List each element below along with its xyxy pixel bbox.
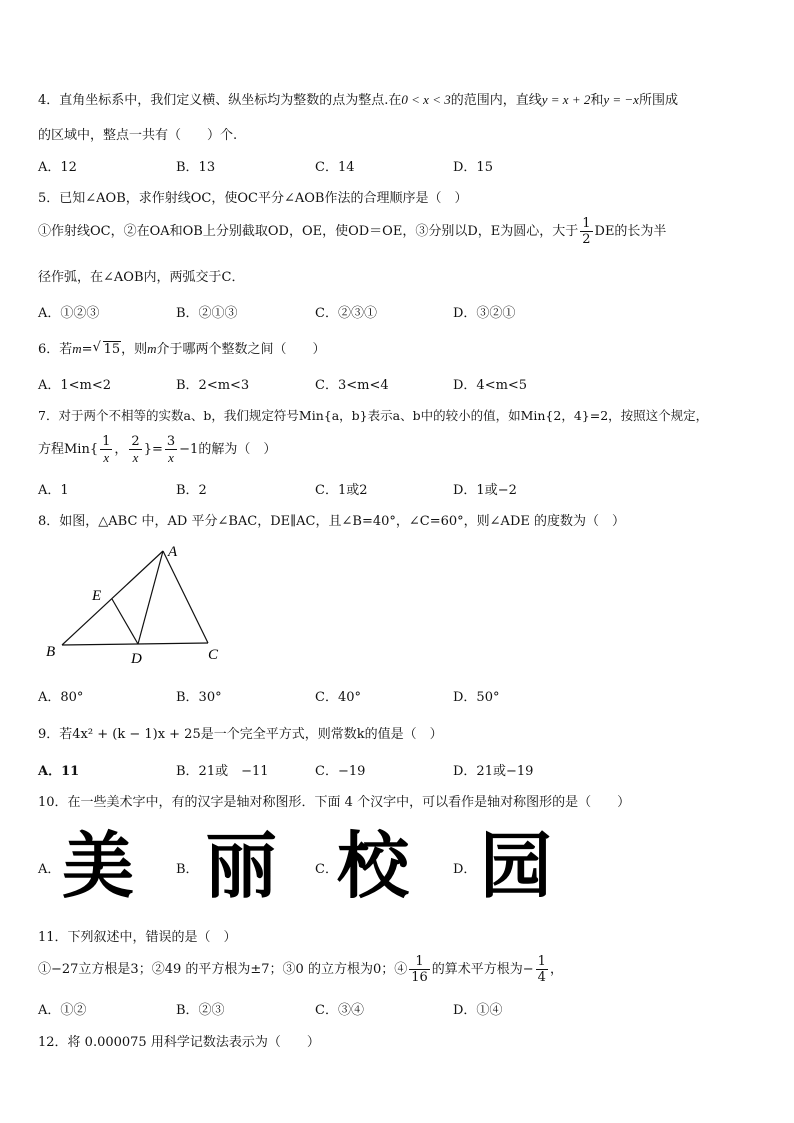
q6-option-d[interactable]: D．4<m<5: [453, 378, 528, 393]
q11-text-b: 的算术平方根为−: [431, 962, 534, 977]
q6-radicand: 15: [103, 342, 121, 357]
q5-line1: 5．已知∠AOB，求作射线OC，使OC平分∠AOB作法的合理顺序是（ ）: [38, 191, 468, 206]
q11-option-c[interactable]: C．③④: [315, 1003, 364, 1018]
sqrt-icon: √: [92, 340, 101, 355]
q6-option-b[interactable]: B．2<m<3: [176, 378, 250, 393]
q11-option-a[interactable]: A．①②: [38, 1003, 87, 1018]
q6-option-a[interactable]: A．1<m<2: [38, 378, 112, 393]
q10-line1: 10．在一些美术字中，有的汉字是轴对称图形．下面 4 个汉字中，可以看作是轴对称图形的是（ ）: [38, 795, 631, 810]
q11-option-d[interactable]: D．①④: [453, 1003, 503, 1018]
label-c: C: [208, 647, 219, 663]
q7-comma: ，: [114, 442, 128, 457]
q9-options: [38, 760, 738, 778]
q4-and: 和: [590, 93, 604, 108]
q9-option-a[interactable]: A．11: [38, 764, 80, 779]
q11-frac1: [409, 954, 430, 985]
q4-option-b[interactable]: B．13: [176, 160, 216, 175]
q5-frac-num: 1: [582, 216, 591, 231]
q4-options: [38, 156, 738, 174]
q7-text-a: 方程Min{: [38, 442, 99, 457]
q8-option-a[interactable]: A．80°: [38, 690, 84, 705]
q5-option-c[interactable]: C．②③①: [315, 306, 377, 321]
q5-option-a[interactable]: A．①②③: [38, 306, 100, 321]
q5-line2: [38, 216, 666, 247]
q6-line1: [38, 338, 326, 357]
q7-f3-num: 3: [166, 434, 176, 449]
q5-option-b[interactable]: B．②①③: [176, 306, 238, 321]
q5-text-b: DE的长为半: [594, 224, 667, 239]
segment-ac: [163, 551, 208, 643]
q4-mid: 的范围内，直线: [450, 93, 542, 108]
q6-var: m: [72, 341, 82, 356]
q4-eq2: y = −x: [603, 92, 639, 107]
q6-eq: =: [81, 342, 93, 357]
segment-de: [112, 599, 138, 644]
q11-options: [38, 999, 738, 1017]
q7-option-c[interactable]: C．1或2: [315, 483, 368, 498]
q5-frac-den: 2: [582, 232, 591, 247]
q7-f3-den: x: [168, 450, 174, 465]
q8-option-b[interactable]: B．30°: [176, 690, 222, 705]
q9-line1: 9．若4x² + (k − 1)x + 25是一个完全平方式，则常数k的值是（ ）: [38, 727, 443, 742]
segment-ba: [62, 551, 163, 645]
q10-option-a[interactable]: A．: [38, 862, 61, 877]
q6-option-c[interactable]: C．3<m<4: [315, 378, 389, 393]
label-d: D: [131, 651, 142, 667]
q6-var2: m: [147, 341, 157, 356]
label-e: E: [92, 588, 102, 604]
q8-option-d[interactable]: D．50°: [453, 690, 500, 705]
q6-sqrt: [93, 342, 122, 357]
q7-options: [38, 479, 738, 497]
q4-text: 4．直角坐标系中，我们定义横、纵坐标均为整数的点为整点.在: [38, 93, 402, 108]
label-a: A: [168, 544, 178, 560]
q6-post: ，则: [121, 342, 148, 357]
q5-fraction: [580, 216, 592, 247]
char-li: 丽: [205, 824, 278, 908]
q11-line1: 11．下列叙述中，错误的是（ ）: [38, 930, 237, 945]
q10-option-d[interactable]: D．: [453, 862, 477, 877]
q11-text-c: ，: [549, 962, 563, 977]
q11-option-b[interactable]: B．②③: [176, 1003, 225, 1018]
segment-ad: [138, 551, 163, 644]
q11-text-a: ①−27立方根是3；②49 的平方根为±7；③0 的立方根为0；④: [38, 962, 408, 977]
q5-options: [38, 302, 738, 320]
q12-line1: 12．将 0.000075 用科学记数法表示为（ ）: [38, 1035, 320, 1050]
q9-option-b[interactable]: B．21或 −11: [176, 764, 269, 779]
q7-mid: }=: [143, 442, 163, 457]
q7-f1-den: x: [103, 450, 110, 465]
q7-line1: 7．对于两个不相等的实数a、b，我们规定符号Min{a，b}表示a、b中的较小的值，如Min{2，4}=2，按照这个规定，: [38, 408, 709, 423]
q5-line3: 径作弧，在∠AOB内，两弧交于C．: [38, 270, 245, 285]
q4-range: 0 < x < 3: [401, 92, 451, 107]
q4-option-c[interactable]: C．14: [315, 160, 355, 175]
q10-option-c[interactable]: C．: [315, 862, 338, 877]
q7-option-d[interactable]: D．1或−2: [453, 483, 517, 498]
q5-text-a: ①作射线OC，②在OA和OB上分别截取OD，OE，使OD＝OE，③分别以D，E为圆心，大于: [38, 224, 579, 239]
char-yuan: 园: [480, 824, 553, 908]
q4-line1: [38, 89, 678, 108]
q4-tail: 所围成: [638, 93, 678, 108]
q7-text-b: −1的解为（ ）: [179, 442, 277, 457]
q11-f2-num: 1: [537, 954, 546, 969]
triangle-figure: [40, 540, 240, 670]
q8-line1: 8．如图，△ABC 中，AD 平分∠BAC，DE∥AC，且∠B=40°，∠C=60°，则∠ADE 的度数为（ ）: [38, 514, 625, 529]
q5-option-d[interactable]: D．③②①: [453, 306, 516, 321]
q7-f1-num: 1: [102, 434, 111, 449]
q4-line2: 的区域中，整点一共有（ ）个.: [38, 128, 238, 143]
segment-bc: [62, 643, 208, 645]
q11-f2-den: 4: [537, 970, 546, 985]
q9-option-d[interactable]: D．21或−19: [453, 764, 534, 779]
label-b: B: [46, 644, 56, 660]
q11-f1-num: 1: [409, 954, 430, 970]
q7-line2: [38, 434, 276, 465]
q8-options: [38, 686, 738, 704]
q7-frac1: [100, 434, 112, 465]
q7-frac3: [165, 434, 177, 465]
q8-option-c[interactable]: C．40°: [315, 690, 361, 705]
char-xiao: 校: [337, 824, 410, 908]
q11-line2: [38, 954, 563, 985]
q4-option-a[interactable]: A．12: [38, 160, 77, 175]
char-mei: 美: [62, 824, 135, 908]
q9-option-c[interactable]: C．−19: [315, 764, 366, 779]
q6-post2: 介于哪两个整数之间（ ）: [156, 342, 326, 357]
q11-f1-den: 16: [411, 970, 428, 985]
q10-option-b[interactable]: B．: [176, 862, 199, 877]
q7-f2-den: x: [132, 450, 139, 465]
q6-pre: 6．若: [38, 342, 73, 357]
q7-option-a[interactable]: A．1: [38, 483, 69, 498]
q4-eq1: y = x + 2: [541, 92, 591, 107]
q7-option-b[interactable]: B．2: [176, 483, 207, 498]
q4-option-d[interactable]: D．15: [453, 160, 493, 175]
q11-frac2: [536, 954, 548, 985]
q7-f2-num: 2: [131, 434, 140, 449]
q7-frac2: [129, 434, 141, 465]
q6-options: [38, 374, 738, 392]
